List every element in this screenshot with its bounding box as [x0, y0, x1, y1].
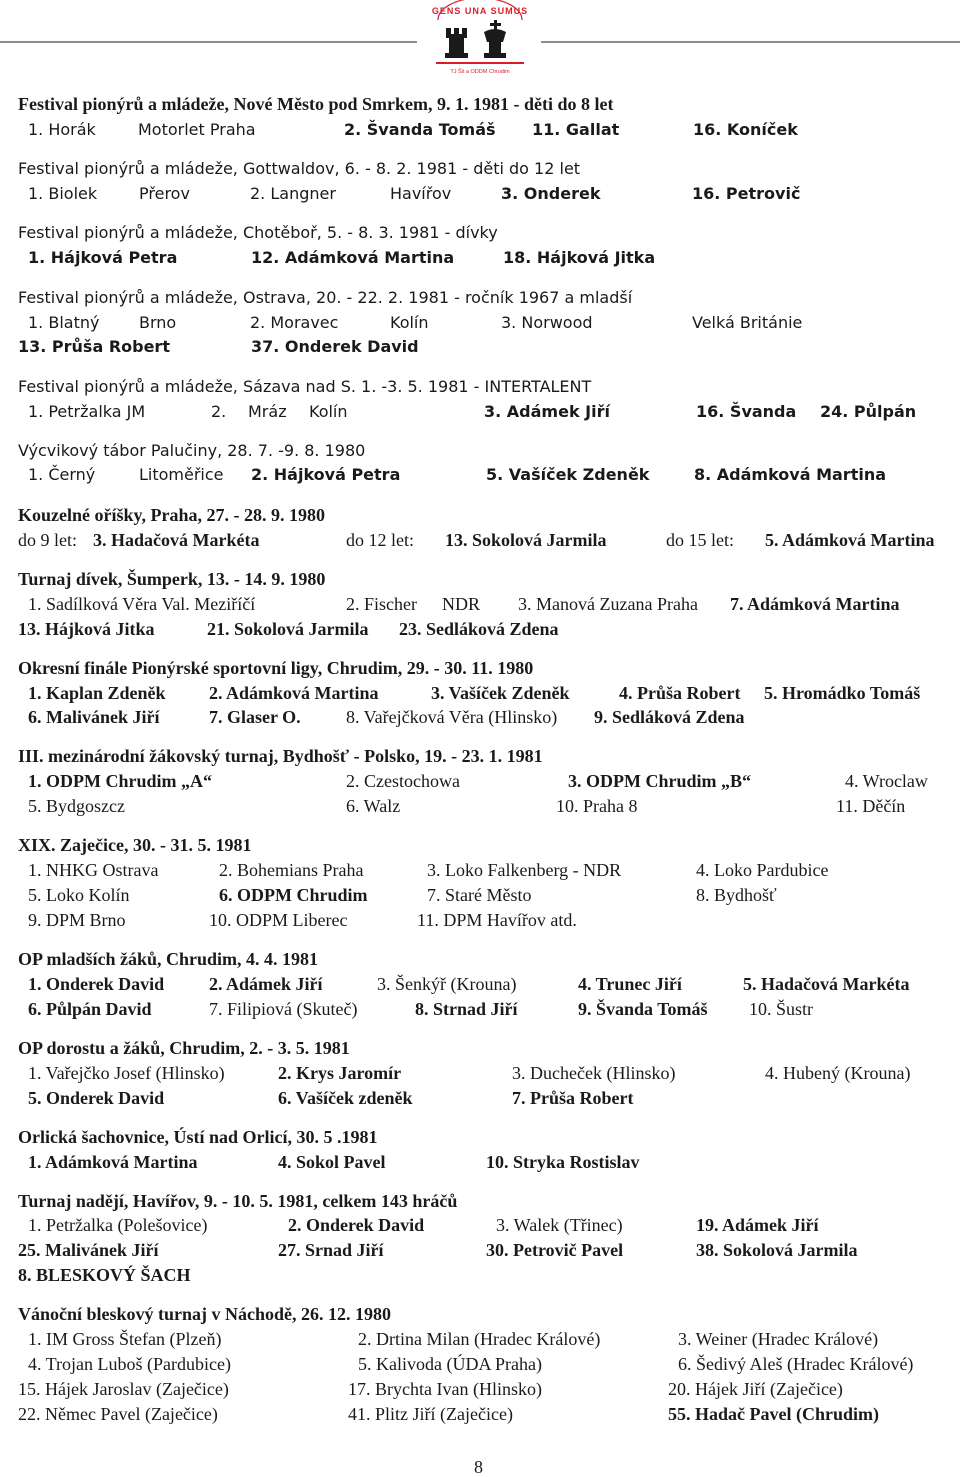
result-entry: 1. ODPM Chrudim „A“ [28, 771, 212, 791]
result-entry: Havířov [390, 184, 452, 203]
section-title: Orlická šachovnice, Ústí nad Orlicí, 30. 5 .1981 [18, 1127, 378, 1147]
result-entry: 1. Onderek David [28, 974, 165, 994]
result-entry: 5. Bydgoszcz [28, 796, 125, 816]
section-title: Výcvikový tábor Palučiny, 28. 7. -9. 8. 1980 [18, 441, 366, 460]
result-entry: 15. Hájek Jaroslav (Zaječice) [18, 1379, 229, 1399]
result-entry: 2. Bohemians Praha [219, 860, 364, 880]
result-entry: 1. IM Gross Štefan (Plzeň) [28, 1329, 222, 1349]
result-entry: 1. Adámková Martina [28, 1152, 198, 1172]
result-entry: 9. Sedláková Zdena [594, 707, 745, 727]
result-entry: 1. Černý [28, 465, 96, 484]
result-entry: 5. Vašíček Zdeněk [486, 465, 650, 484]
result-entry: 6. Malivánek Jiří [28, 707, 160, 727]
result-entry: 23. Sedláková Zdena [399, 619, 559, 639]
result-entry: 5. Kalivoda (ÚDA Praha) [358, 1354, 542, 1374]
result-entry: 4. Hubený (Krouna) [765, 1063, 911, 1083]
section-title: Festival pionýrů a mládeže, Nové Město pod Smrkem, 9. 1. 1981 - děti do 8 let [18, 94, 614, 114]
result-entry: 1. Hájková Petra [28, 248, 178, 267]
result-entry: 2. Drtina Milan (Hradec Králové) [358, 1329, 601, 1349]
section-title: Festival pionýrů a mládeže, Ostrava, 20. - 22. 2. 1981 - ročník 1967 a mladší [18, 288, 633, 307]
result-entry: 4. Průša Robert [619, 683, 741, 703]
result-entry: Kolín [309, 402, 348, 421]
result-entry: 3. Walek (Třinec) [496, 1215, 623, 1235]
section-title: Okresní finále Pionýrské sportovní ligy, Chrudim, 29. - 30. 11. 1980 [18, 658, 534, 678]
result-entry: 1. Blatný [28, 313, 100, 332]
result-entry: 2. Fischer [346, 594, 417, 614]
result-entry: 1. Kaplan Zdeněk [28, 683, 166, 703]
result-entry: 10. Šustr [749, 999, 814, 1019]
result-entry: 3. Onderek [501, 184, 601, 203]
result-entry: NDR [442, 594, 481, 614]
result-entry: do 9 let: [18, 530, 77, 550]
result-entry: 3. Ducheček (Hlinsko) [512, 1063, 676, 1083]
result-entry: 6. Šedivý Aleš (Hradec Králové) [678, 1354, 914, 1374]
result-entry: Velká Británie [692, 313, 803, 332]
section-title: Festival pionýrů a mládeže, Sázava nad S. 1. -3. 5. 1981 - INTERTALENT [18, 377, 592, 396]
result-entry: 2. Moravec [250, 313, 339, 332]
result-entry: 2. Czestochowa [346, 771, 460, 791]
result-entry: 3. ODPM Chrudim „B“ [568, 771, 752, 791]
result-entry: 6. Půlpán David [28, 999, 152, 1019]
result-entry: 1. Sadílková Věra Val. Meziříčí [28, 594, 256, 614]
result-entry: 3. Norwood [501, 313, 593, 332]
section-title: XIX. Zaječice, 30. - 31. 5. 1981 [18, 835, 252, 855]
svg-text:TJ Šš a ODDM Chrudim: TJ Šš a ODDM Chrudim [450, 69, 510, 75]
result-entry: 17. Brychta Ivan (Hlinsko) [348, 1379, 542, 1399]
club-logo [426, 0, 534, 78]
result-entry: 10. Stryka Rostislav [486, 1152, 640, 1172]
result-entry: 37. Onderek David [251, 337, 419, 356]
result-entry: 3. Loko Falkenberg - NDR [427, 860, 622, 880]
result-entry: 38. Sokolová Jarmila [696, 1240, 858, 1260]
section-title: Kouzelné oříšky, Praha, 27. - 28. 9. 1980 [18, 505, 325, 525]
result-entry: 16. Petrovič [692, 184, 801, 203]
result-entry: 12. Adámková Martina [251, 248, 455, 267]
result-entry: 16. Koníček [693, 120, 798, 139]
result-entry: 4. Trojan Luboš (Pardubice) [28, 1354, 231, 1374]
result-entry: Litoměřice [139, 465, 224, 484]
rook-chess-icon [445, 28, 468, 58]
result-entry: 41. Plitz Jiří (Zaječice) [348, 1404, 513, 1424]
result-entry: 11. DPM Havířov atd. [417, 910, 577, 930]
result-entry: 11. Gallat [532, 120, 620, 139]
result-entry: 25. Malivánek Jiří [18, 1240, 159, 1260]
result-entry: 18. Hájková Jitka [503, 248, 656, 267]
result-entry: 4. Wroclaw [845, 771, 928, 791]
result-entry: Kolín [390, 313, 429, 332]
result-entry: 10. Praha 8 [556, 796, 638, 816]
result-entry: Mráz [248, 402, 287, 421]
result-entry: 7. Staré Město [427, 885, 532, 905]
result-entry: 2. Švanda Tomáš [344, 120, 496, 139]
result-entry: 5. Onderek David [28, 1088, 165, 1108]
section-title: OP mladších žáků, Chrudim, 4. 4. 1981 [18, 949, 319, 969]
result-entry: 2. Krys Jaromír [278, 1063, 402, 1083]
section-title: Turnaj nadějí, Havířov, 9. - 10. 5. 1981, celkem 143 hráčů [18, 1191, 458, 1211]
result-entry: 22. Němec Pavel (Zaječice) [18, 1404, 218, 1424]
section-title: Vánoční bleskový turnaj v Náchodě, 26. 12. 1980 [18, 1304, 392, 1324]
result-entry: 16. Švanda [696, 402, 797, 421]
result-entry: 21. Sokolová Jarmila [207, 619, 369, 639]
section-title: Turnaj dívek, Šumperk, 13. - 14. 9. 1980 [18, 569, 326, 589]
result-entry: 8. Adámková Martina [694, 465, 887, 484]
section-title: Festival pionýrů a mládeže, Chotěboř, 5. - 8. 3. 1981 - dívky [18, 223, 498, 242]
result-entry: 4. Loko Pardubice [696, 860, 829, 880]
result-entry: 8. Vařejčková Věra (Hlinsko) [346, 707, 558, 727]
section-title: III. mezinárodní žákovský turnaj, Bydhošť - Polsko, 19. - 23. 1. 1981 [18, 746, 543, 766]
result-entry: 7. Filipiová (Skuteč) [209, 999, 358, 1019]
header-rule-right [541, 41, 960, 43]
result-entry: 2. Adámek Jiří [209, 974, 323, 994]
result-entry: 1. NHKG Ostrava [28, 860, 159, 880]
svg-text:GENS UNA SUMUS: GENS UNA SUMUS [431, 6, 529, 16]
club-logo-graphic [426, 0, 534, 78]
result-entry: 8. Bydhošť [696, 885, 777, 905]
result-entry: 20. Hájek Jiří (Zaječice) [668, 1379, 843, 1399]
result-entry: Motorlet Praha [138, 120, 256, 139]
result-entry: 13. Hájková Jitka [18, 619, 155, 639]
result-entry: 1. Horák [28, 120, 96, 139]
result-entry: 5. Loko Kolín [28, 885, 130, 905]
result-entry: 2. Langner [250, 184, 336, 203]
result-entry: 19. Adámek Jiří [696, 1215, 819, 1235]
result-entry: 7. Průša Robert [512, 1088, 634, 1108]
result-entry: 3. Manová Zuzana Praha [518, 594, 698, 614]
result-entry: 6. Vašíček zdeněk [278, 1088, 413, 1108]
result-entry: 2. Hájková Petra [251, 465, 401, 484]
result-entry: 8. Strnad Jiří [415, 999, 518, 1019]
result-entry: 2. [211, 402, 227, 421]
result-entry: 1. Petržalka (Polešovice) [28, 1215, 208, 1235]
result-entry: 13. Průša Robert [18, 337, 170, 356]
result-entry: 7. Glaser O. [209, 707, 301, 727]
result-entry: 4. Trunec Jiří [578, 974, 682, 994]
section-title: Festival pionýrů a mládeže, Gottwaldov, 6. - 8. 2. 1981 - děti do 12 let [18, 159, 581, 178]
result-entry: 6. ODPM Chrudim [219, 885, 368, 905]
result-entry: 9. Švanda Tomáš [578, 999, 708, 1019]
result-entry: 6. Walz [346, 796, 401, 816]
result-entry: 3. Weiner (Hradec Králové) [678, 1329, 879, 1349]
result-entry: 3. Adámek Jiří [484, 402, 610, 421]
section-title: OP dorostu a žáků, Chrudim, 2. - 3. 5. 1981 [18, 1038, 350, 1058]
result-entry: 2. Adámková Martina [209, 683, 379, 703]
result-entry: 27. Srnad Jiří [278, 1240, 384, 1260]
header-rule-left [0, 41, 417, 43]
result-entry: 7. Adámková Martina [730, 594, 900, 614]
result-entry: 1. Vařejčko Josef (Hlinsko) [28, 1063, 225, 1083]
result-entry: 30. Petrovič Pavel [486, 1240, 624, 1260]
result-entry: 10. ODPM Liberec [209, 910, 348, 930]
result-entry: 1. Biolek [28, 184, 98, 203]
result-entry: 5. Hromádko Tomáš [764, 683, 921, 703]
result-entry: 11. Děčín [836, 796, 906, 816]
result-entry: 4. Sokol Pavel [278, 1152, 386, 1172]
result-entry: 3. Vašíček Zdeněk [431, 683, 570, 703]
result-entry: 3. Šenkýř (Krouna) [377, 974, 517, 994]
result-entry: Přerov [139, 184, 190, 203]
result-entry: 24. Půlpán [820, 402, 917, 421]
result-entry: 9. DPM Brno [28, 910, 126, 930]
section-title: 8. BLESKOVÝ ŠACH [18, 1265, 191, 1285]
result-entry: do 12 let: [346, 530, 414, 550]
result-entry: 5. Hadačová Markéta [743, 974, 910, 994]
result-entry: do 15 let: [666, 530, 734, 550]
result-entry: 3. Hadačová Markéta [93, 530, 260, 550]
result-entry: 55. Hadač Pavel (Chrudim) [668, 1404, 879, 1424]
result-entry: 2. Onderek David [288, 1215, 425, 1235]
king-chess-icon [484, 20, 506, 58]
result-entry: Brno [139, 313, 177, 332]
result-entry: 1. Petržalka JM [28, 402, 146, 421]
page-number: 8 [474, 1457, 483, 1477]
result-entry: 13. Sokolová Jarmila [445, 530, 607, 550]
result-entry: 5. Adámková Martina [765, 530, 935, 550]
